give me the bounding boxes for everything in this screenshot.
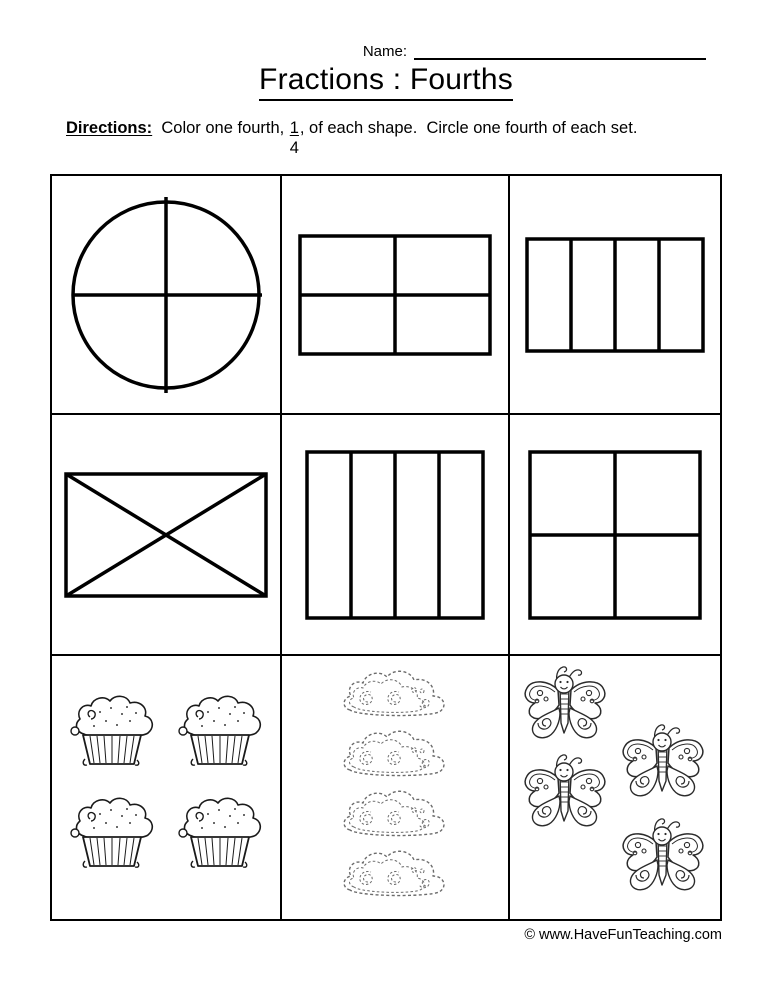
shape-square-2x2[interactable] <box>510 415 720 654</box>
page-title-text: Fractions : Fourths <box>259 62 513 101</box>
grid-cell-rectangle-strips[interactable] <box>510 176 720 415</box>
directions-text-part-1: Color one fourth, <box>161 119 285 137</box>
name-label: Name: <box>362 43 407 60</box>
shape-butterfly-set[interactable] <box>510 656 720 919</box>
fraction-one-fourth <box>289 118 300 157</box>
cupcake-set-icon <box>66 688 266 888</box>
rectangle-diagonal-x-icon <box>64 472 268 598</box>
cloud-set-icon <box>330 664 460 912</box>
directions-text-part-2: , of each shape. <box>299 119 418 137</box>
directions-text-part-3: Circle one fourth of each set. <box>426 119 638 137</box>
circle-quartered-icon <box>66 195 266 395</box>
shape-rectangle-2x2[interactable] <box>282 176 508 413</box>
shape-cupcake-set[interactable] <box>52 656 280 919</box>
grid-cell-rectangle-diagonals[interactable] <box>52 415 282 656</box>
grid-cell-butterfly-set[interactable] <box>510 656 720 919</box>
shape-rectangle-diagonal-x[interactable] <box>52 415 280 654</box>
butterfly-set-icon <box>516 663 714 913</box>
grid-cell-cloud-set[interactable] <box>282 656 510 919</box>
directions <box>66 118 726 157</box>
fraction-numerator: 1 <box>289 119 299 137</box>
grid-cell-rectangle-2x2[interactable] <box>282 176 510 415</box>
shape-rectangle-four-strips[interactable] <box>510 176 720 413</box>
shape-tall-rectangle-four-strips[interactable] <box>282 415 508 654</box>
square-2x2-grid-icon <box>528 450 702 620</box>
tall-rectangle-four-vertical-strips-icon <box>305 450 485 620</box>
grid-cell-tall-rectangle-strips[interactable] <box>282 415 510 656</box>
rectangle-four-vertical-strips-icon <box>525 237 705 353</box>
worksheet-grid <box>50 174 722 921</box>
page-title <box>0 62 772 101</box>
name-row <box>0 44 772 60</box>
directions-label: Directions: <box>66 119 153 137</box>
shape-cloud-set[interactable] <box>282 656 508 919</box>
grid-cell-cupcake-set[interactable] <box>52 656 282 919</box>
name-write-in-line[interactable] <box>414 44 706 60</box>
fraction-denominator: 4 <box>289 139 299 157</box>
grid-cell-square-2x2[interactable] <box>510 415 720 656</box>
footer-copyright: © www.HaveFunTeaching.com <box>524 927 722 943</box>
rectangle-2x2-grid-icon <box>298 234 492 356</box>
shape-circle-quartered[interactable] <box>52 176 280 413</box>
grid-cell-circle-quartered[interactable] <box>52 176 282 415</box>
